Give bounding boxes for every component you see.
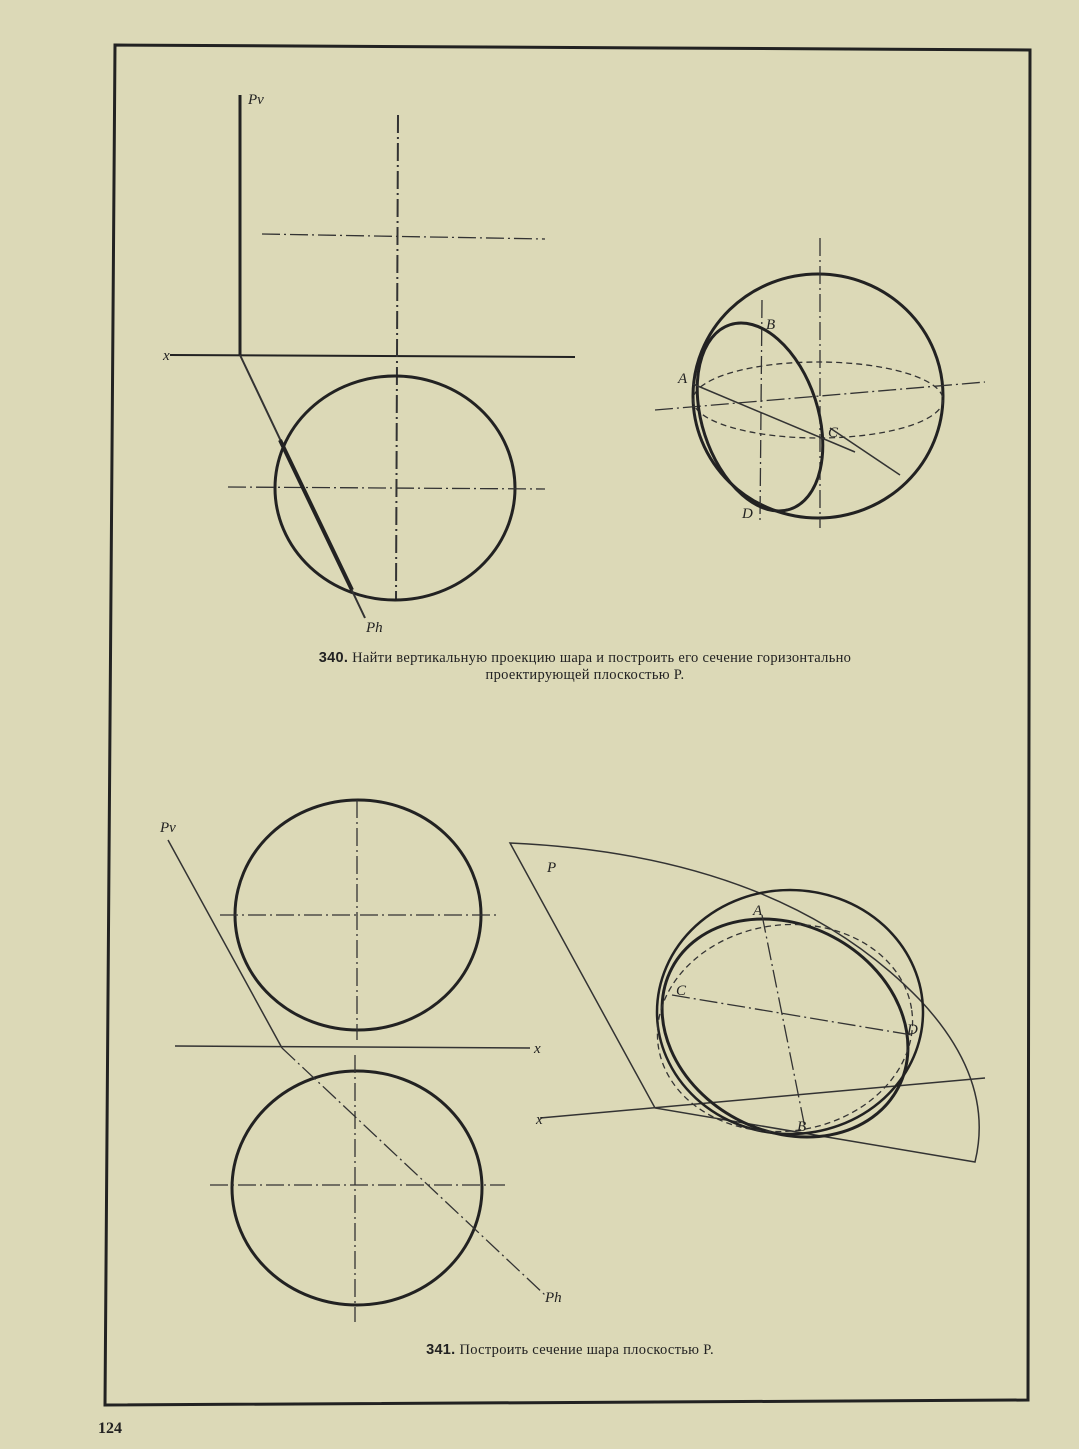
figure-340-axonometric <box>655 238 985 528</box>
label-pv: Pv <box>248 92 264 108</box>
caption-341 <box>330 1342 810 1359</box>
caption-line: Построить сечение шара плоскостью P. <box>459 1342 714 1358</box>
figure-341-axonometric <box>510 843 985 1179</box>
label-ph: Ph <box>545 1290 562 1306</box>
label-x: x <box>534 1041 541 1057</box>
label-ph: Ph <box>366 620 383 636</box>
label-a: A <box>678 371 688 387</box>
page-number: 124 <box>98 1420 122 1437</box>
label-a: A <box>753 903 763 919</box>
label-x: x <box>163 348 170 364</box>
caption-340 <box>185 650 985 684</box>
caption-line: Найти вертикальную проекцию шара и построить его сечение горизонтально <box>352 650 852 666</box>
label-c: C <box>676 983 687 999</box>
label-x-right: x <box>536 1112 543 1128</box>
label-d: D <box>907 1022 918 1038</box>
label-d: D <box>742 506 753 522</box>
label-c: C <box>828 425 839 441</box>
figure-341-orthographic <box>159 800 562 1322</box>
figure-number: 341. <box>426 1342 456 1358</box>
page-frame <box>105 45 1030 1405</box>
figure-number: 340. <box>318 650 349 666</box>
caption-line: проектирующей плоскостью P. <box>485 667 685 683</box>
label-p: P <box>547 860 557 876</box>
figure-340-orthographic <box>162 92 575 636</box>
label-b: B <box>797 1119 807 1135</box>
label-b: B <box>766 317 776 333</box>
label-pv: Pv <box>160 820 176 836</box>
